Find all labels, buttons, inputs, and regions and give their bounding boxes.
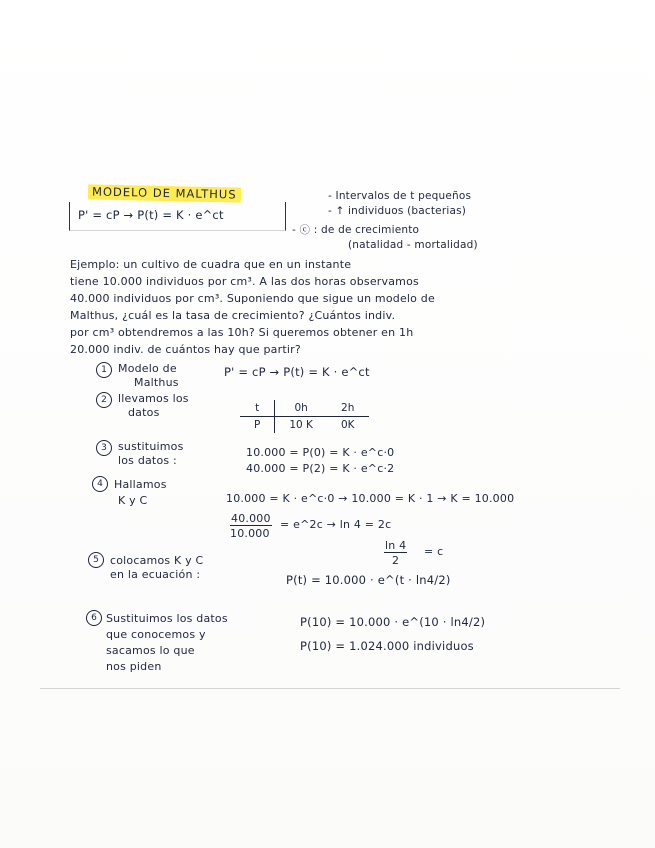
step-6-label-2: que conocemos y (106, 628, 206, 641)
table-row-p: P (240, 417, 275, 434)
problem-line-1: Ejemplo: un cultivo de cuadra que en un instante (70, 258, 352, 271)
step-3-label: sustituimos (118, 440, 184, 453)
step-3-number: 3 (96, 440, 112, 456)
step-5-label: colocamos K y C (110, 554, 204, 567)
step-4-equation-1: 10.000 = K · e^c·0 → 10.000 = K · 1 → K = 10.000 (226, 492, 515, 505)
step-6-equation-1: P(10) = 10.000 · e^(10 · ln4/2) (300, 615, 486, 629)
problem-line-6: 20.000 indiv. de cuántos hay que partir? (70, 343, 301, 356)
problem-line-2: tiene 10.000 individuos por cm³. A las dos horas observamos (70, 275, 419, 288)
step-5-number: 5 (88, 552, 104, 568)
step-2-label-2: datos (128, 406, 160, 419)
step-4-equation-2: = e^2c → ln 4 = 2c (280, 518, 392, 531)
table-cell-p0: 10 K (289, 419, 313, 431)
step-4-ln4-bottom: 2 (392, 554, 400, 567)
note-line-3: - ⓒ : de de crecimiento (292, 224, 420, 236)
step-6-number: 6 (86, 610, 102, 626)
step-5-label-2: en la ecuación : (110, 568, 201, 581)
step-6-label: Sustituimos los datos (106, 612, 228, 625)
problem-line-4: Malthus, ¿cuál es la tasa de crecimiento? ¿Cuántos indiv. (70, 309, 396, 322)
step-3-label-2: los datos : (118, 454, 177, 467)
step-2-label: llevamos los (118, 392, 189, 405)
step-1-label-2: Malthus (134, 376, 179, 389)
data-table (240, 400, 369, 433)
table-header-0h: 0h (275, 400, 327, 417)
problem-line-5: por cm³ obtendremos a las 10h? Si queremos obtener en 1h (70, 326, 414, 339)
step-4-fraction-top: 40.000 (231, 512, 271, 525)
step-6-label-4: nos piden (106, 660, 162, 673)
step-1-equation: P' = cP → P(t) = K · e^ct (224, 365, 370, 379)
step-1-number: 1 (96, 362, 112, 378)
table-header-2h: 2h (327, 400, 369, 417)
step-3-equation-2: 40.000 = P(2) = K · e^c·2 (246, 462, 395, 475)
step-1-label: Modelo de (118, 362, 177, 375)
step-4-number: 4 (92, 476, 108, 492)
step-5-equation: P(t) = 10.000 · e^(t · ln4/2) (286, 573, 451, 587)
step-4-ln4-top: ln 4 (385, 539, 407, 552)
table-header-t: t (240, 400, 275, 417)
note-line-4: (natalidad - mortalidad) (348, 239, 478, 251)
problem-line-3: 40.000 individuos por cm³. Suponiendo que sigue un modelo de (70, 292, 435, 305)
note-line-1: - Intervalos de t pequeños (328, 190, 472, 202)
step-3-equation-1: 10.000 = P(0) = K · e^c·0 (246, 446, 395, 459)
step-4-equation-3: = c (424, 545, 444, 558)
step-4-label: Hallamos (114, 478, 167, 491)
page-title: MODELO DE MALTHUS (88, 184, 241, 202)
note-line-2: - ↑ individuos (bacterias) (328, 205, 467, 217)
step-4-fraction-bottom: 10.000 (230, 527, 270, 540)
step-2-number: 2 (96, 392, 112, 408)
step-6-label-3: sacamos lo que (106, 644, 195, 657)
page-bottom-shadow (40, 688, 620, 689)
malthus-formula: P' = cP → P(t) = K · e^ct (78, 208, 224, 222)
step-6-equation-2: P(10) = 1.024.000 individuos (300, 639, 474, 653)
table-cell-p2: 0K (340, 419, 355, 431)
step-4-label-2: K y C (118, 494, 148, 507)
